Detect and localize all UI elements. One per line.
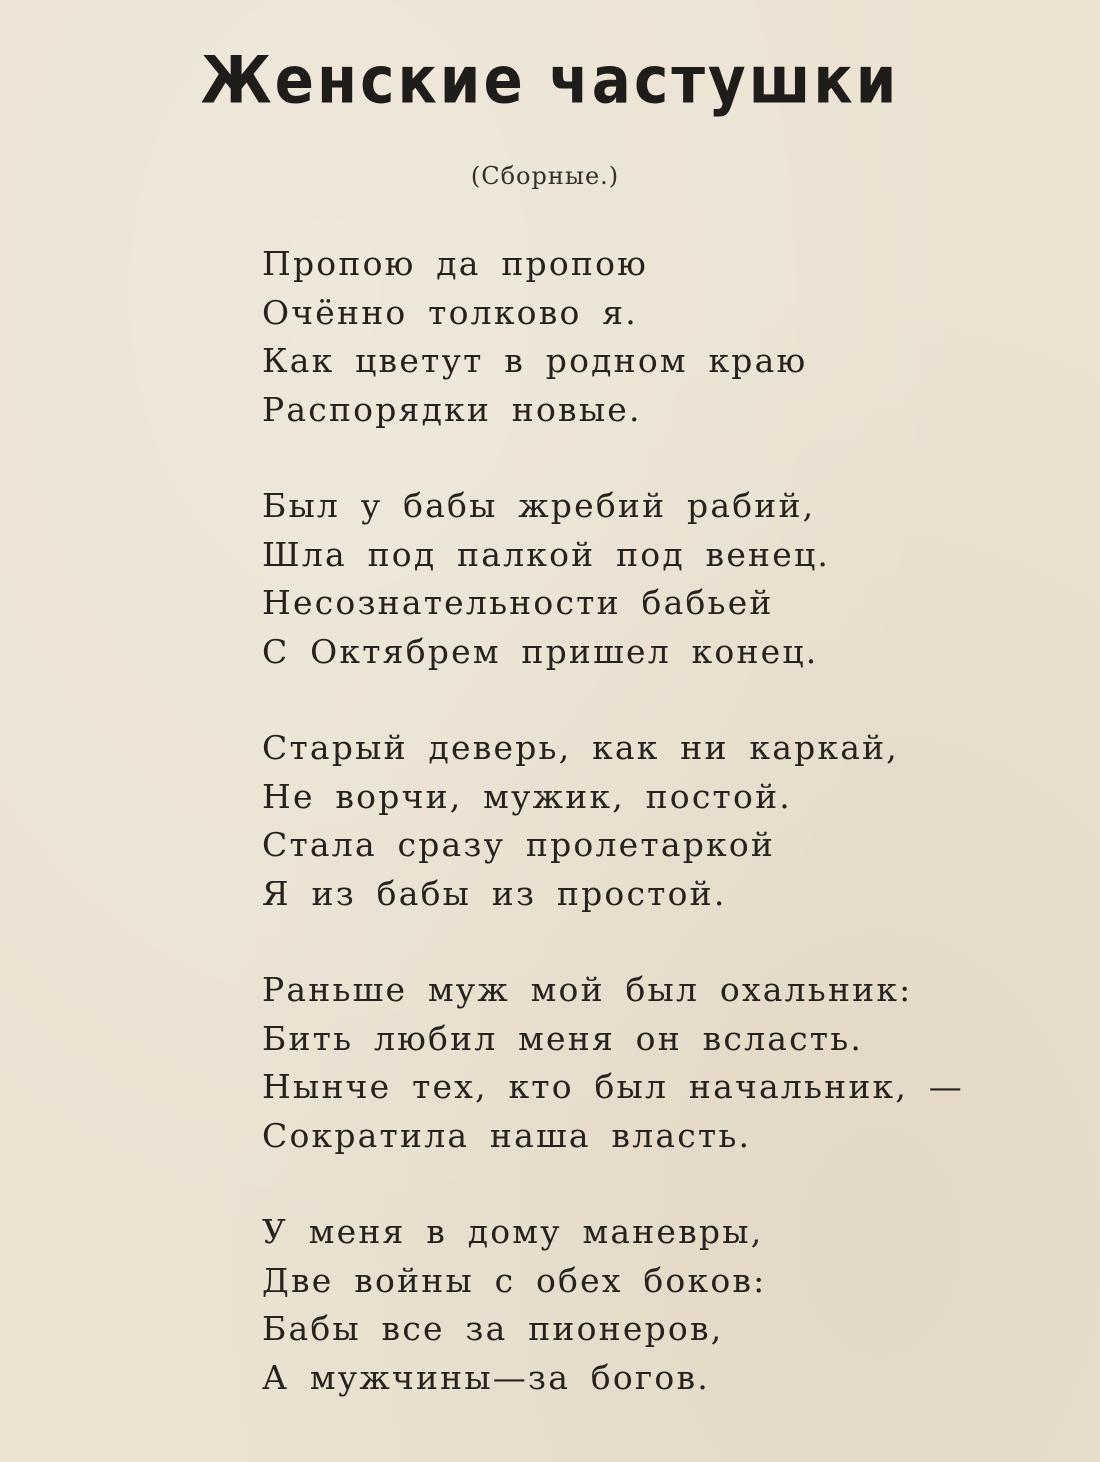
- poem-line: Был у бабы жребий рабий,: [262, 486, 816, 525]
- stanza-4: [262, 966, 982, 1160]
- page-title: Женские частушки: [200, 42, 900, 119]
- poem-line: Раньше муж мой был охальник:: [262, 970, 913, 1009]
- poem-line: Не ворчи, мужик, постой.: [262, 776, 792, 816]
- poem-line: Старый деверь, как ни каркай,: [262, 728, 899, 767]
- poem-line: Распорядки новые.: [262, 389, 642, 429]
- poem-line: Шла под палкой под венец.: [262, 534, 831, 574]
- stanza-3: [262, 724, 982, 918]
- poem-line: С Октябрем пришел конец.: [262, 631, 819, 671]
- poem-line: У меня в дому маневры,: [262, 1212, 764, 1251]
- stanza-1: [262, 240, 982, 434]
- poem-line: Как цветут в родном краю: [262, 341, 808, 380]
- poem-line: А мужчины—за богов.: [262, 1357, 710, 1397]
- poem-line: Несознательности бабьей: [262, 583, 774, 622]
- stanza-5: [262, 1208, 982, 1402]
- stanza-2: [262, 482, 982, 676]
- poem-line: Я из бабы из простой.: [262, 873, 727, 913]
- poem-line: Бить любил меня он всласть.: [262, 1018, 864, 1058]
- poem-line: Две войны с обех боков:: [262, 1260, 767, 1300]
- poem-line: Стала сразу пролетаркой: [262, 825, 776, 864]
- poem-line: Сократила наша власть.: [262, 1115, 752, 1155]
- poem-line: Нынче тех, кто был начальник, —: [262, 1067, 964, 1106]
- poem-line: Очённо толково я.: [262, 292, 638, 332]
- poem-line: Пропою да пропою: [262, 244, 649, 283]
- page-subtitle: (Сборные.): [470, 162, 620, 190]
- poem-body: [262, 240, 982, 1450]
- poem-line: Бабы все за пионеров,: [262, 1309, 724, 1348]
